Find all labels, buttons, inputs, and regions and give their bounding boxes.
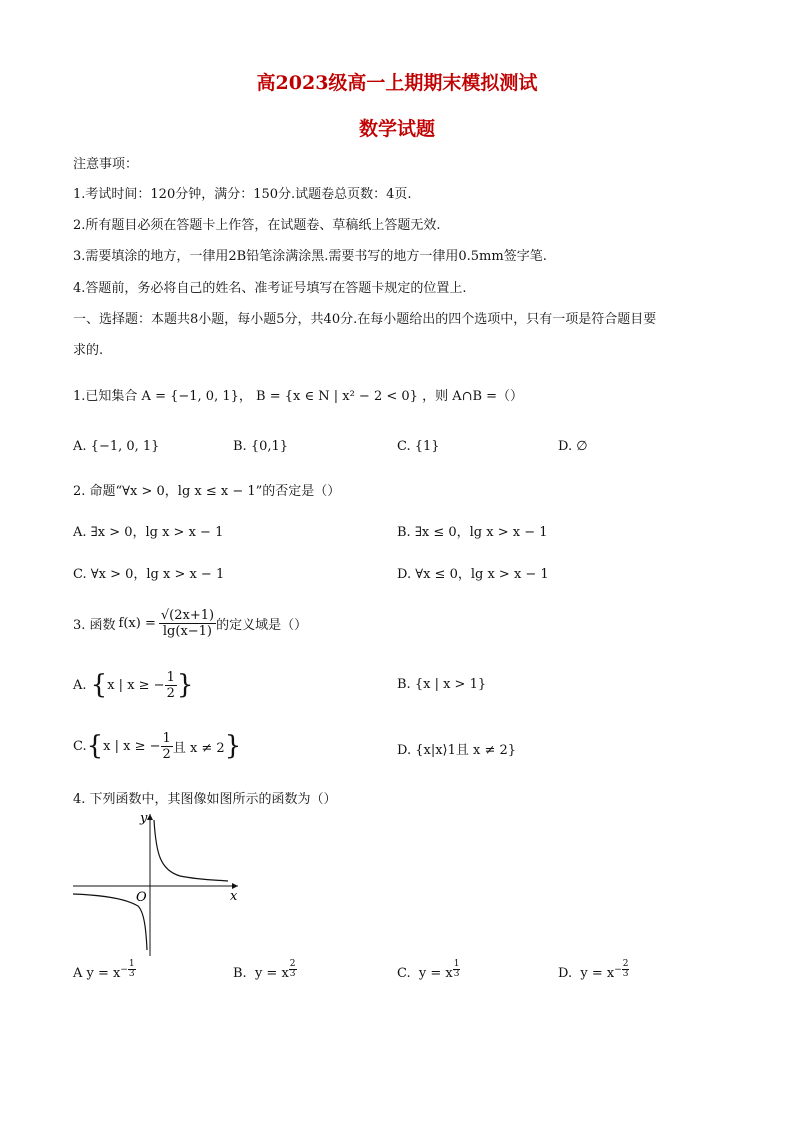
q1-option-c[interactable]: C. {1} xyxy=(397,439,440,454)
note-item-1: 1.考试时间：120分钟，满分：150分.试题卷总页数：4页. xyxy=(73,187,412,202)
curve-right-branch xyxy=(154,820,228,881)
notes-heading: 注意事项： xyxy=(73,157,139,172)
q1-option-b[interactable]: B. {0,1} xyxy=(233,439,289,454)
y-axis-label: y xyxy=(140,811,148,826)
q3-option-d[interactable]: D. {x|x⟩1且 x ≠ 2} xyxy=(397,743,517,758)
q3-fraction xyxy=(159,608,216,639)
q1-option-d[interactable]: D. ∅ xyxy=(558,439,588,454)
q2-option-c[interactable]: C. ∀x > 0，lg x > x − 1 xyxy=(73,567,225,582)
q1-suffix: ，则 A∩B =（） xyxy=(422,389,524,404)
q3-numerator: √(2x+1) xyxy=(160,607,215,623)
q2-option-d[interactable]: D. ∀x ≤ 0，lg x > x − 1 xyxy=(397,567,549,582)
q1-prefix: 1.已知集合 xyxy=(73,389,138,404)
q4-function-graph xyxy=(70,808,245,958)
q2-option-a[interactable]: A. ∃x > 0，lg x > x − 1 xyxy=(73,525,224,540)
q1-set-a: A = {−1, 0, 1} xyxy=(141,389,239,404)
q4-option-b[interactable]: B. y = x $\frac{2}{3}$ xyxy=(233,959,296,981)
note-item-2: 2.所有题目必须在答题卡上作答，在试题卷、草稿纸上答题无效. xyxy=(73,218,441,233)
note-item-3: 3.需要填涂的地方，一律用2B铅笔涂满涂黑.需要书写的地方一律用0.5mm签字笔. xyxy=(73,249,547,264)
q3-denominator: lg(x−1) xyxy=(162,623,213,639)
x-axis-label: x xyxy=(230,889,238,904)
q3-prefix: 3. 函数 xyxy=(73,617,116,633)
q4-option-a[interactable]: A y = x− $\frac{1}{3}$ xyxy=(73,959,135,981)
question-1 xyxy=(73,385,523,404)
question-4: 4. 下列函数中，其图像如图所示的函数为（） xyxy=(73,792,337,807)
q3-suffix: 的定义域是（） xyxy=(216,617,308,633)
q1-set-b: B = {x ∈ N | x² − 2 < 0} xyxy=(256,389,418,404)
question-3 xyxy=(73,603,307,643)
q4-option-c[interactable]: C. y = x $\frac{1}{3}$ xyxy=(397,959,460,981)
q3-option-a[interactable]: A. { x | x ≥ − $\frac{1}{2}$ } xyxy=(73,669,194,701)
q1-sep: ， xyxy=(238,389,252,404)
q3-option-b[interactable]: B. {x | x > 1} xyxy=(397,677,487,692)
question-2: 2. 命题“∀x > 0，lg x ≤ x − 1”的否定是（） xyxy=(73,484,341,499)
exam-subtitle: 数学试题 xyxy=(358,118,435,140)
q2-option-b[interactable]: B. ∃x ≤ 0，lg x > x − 1 xyxy=(397,525,548,540)
origin-label: O xyxy=(136,890,147,905)
section-heading-line2: 求的. xyxy=(73,343,104,358)
q1-option-a[interactable]: A. {−1, 0, 1} xyxy=(73,439,160,454)
q3-option-c[interactable]: C. { x | x ≥ − $\frac{1}{2}$ 且 x ≠ 2 } xyxy=(73,730,242,762)
section-heading-line1: 一、选择题：本题共8小题，每小题5分，共40分.在每小题给出的四个选项中，只有一项是符合题目要 xyxy=(73,312,657,327)
exam-title: 高2023级高一上期期末模拟测试 xyxy=(256,72,538,94)
q3-fx: f(x) = xyxy=(118,615,156,631)
note-item-4: 4.答题前，务必将自己的姓名、准考证号填写在答题卡规定的位置上. xyxy=(73,281,467,296)
q4-option-d[interactable]: D. y = x− $\frac{2}{3}$ xyxy=(558,959,629,981)
